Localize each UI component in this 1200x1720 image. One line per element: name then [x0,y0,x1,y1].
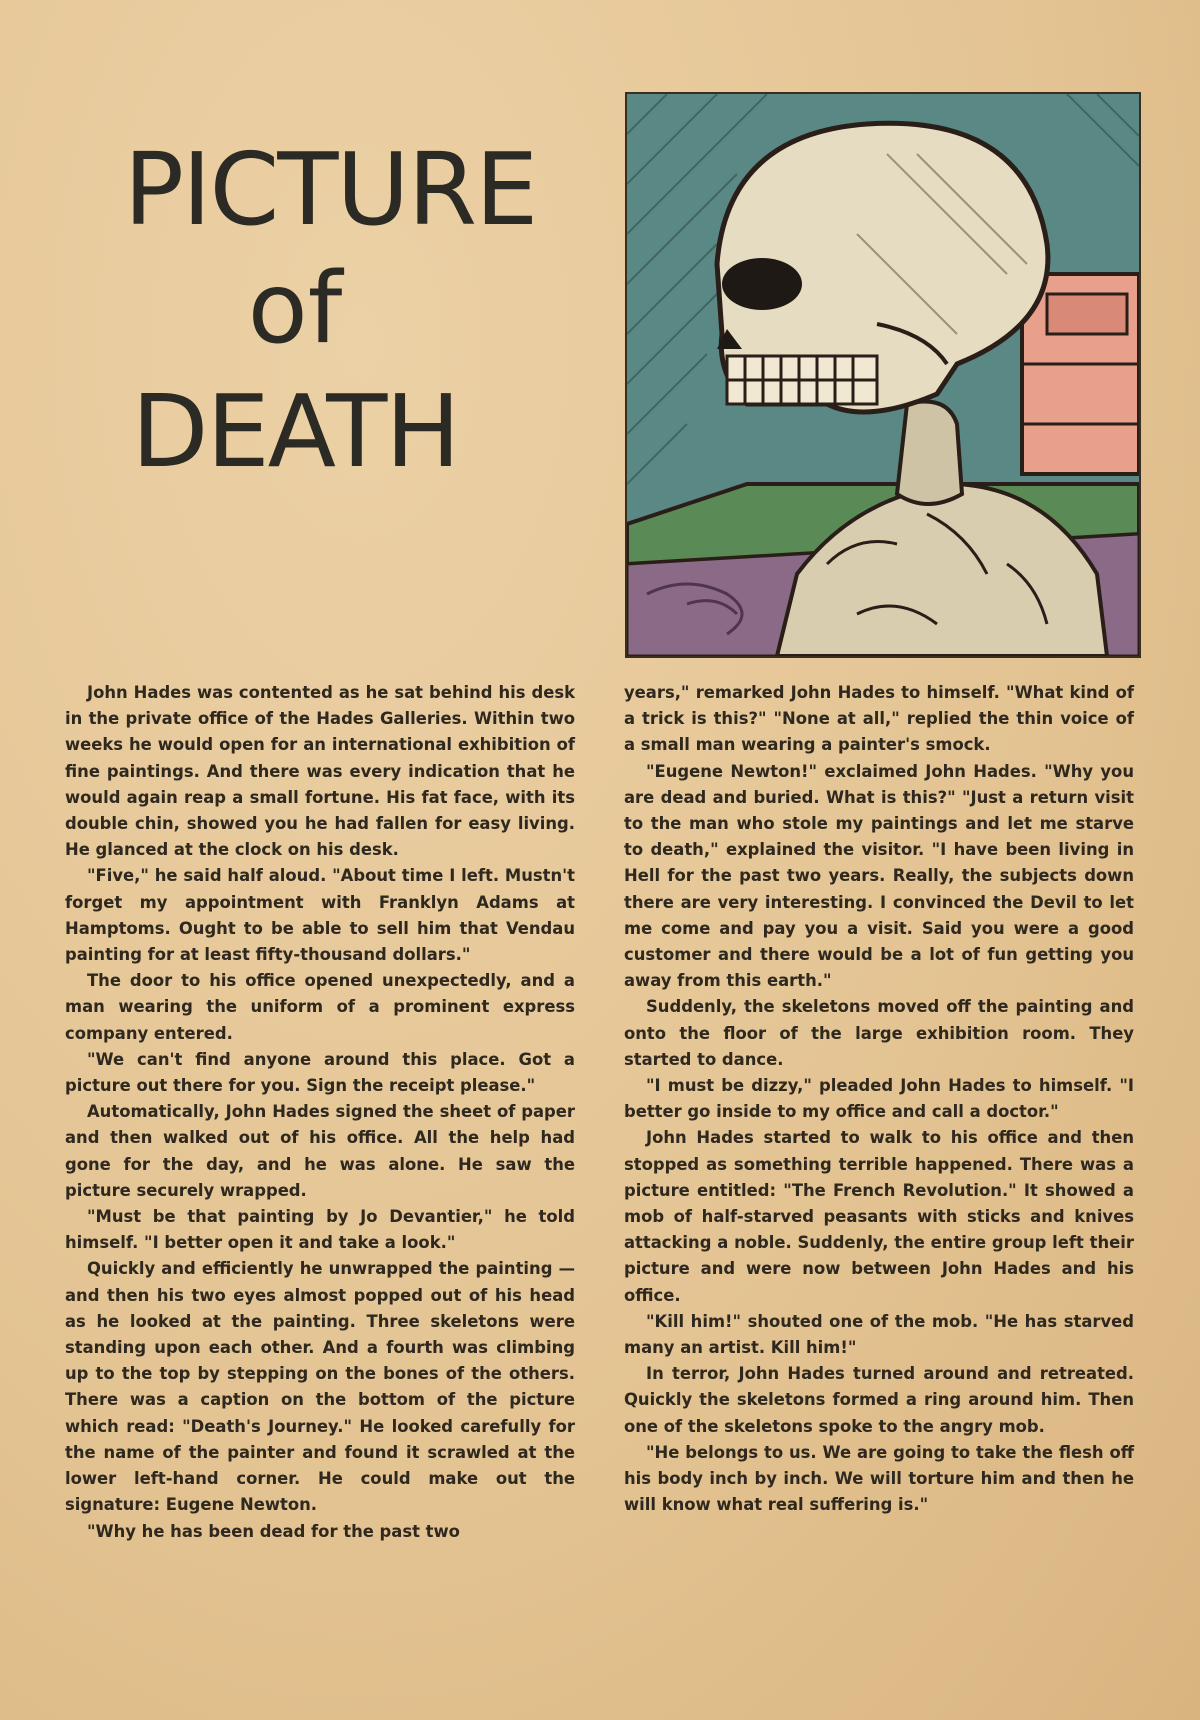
paragraph: "I must be dizzy," pleaded John Hades to himself. "I better go inside to my office and call a doctor." [624,1076,1134,1122]
story-title [110,131,550,490]
paragraph: "We can't find anyone around this place. Got a picture out there for you. Sign the receipt please." [65,1049,575,1096]
paragraph: years," remarked John Hades to himself. "What kind of a trick is this?" "None at all," replied the thin voice of a small man wearing a painter's smock. [624,683,1134,755]
paragraph: John Hades started to walk to his office and then stopped as something terrible happened. There was a picture entitled: "The French Revolution." It showed a mob of half-starved peasants with sticks and knives attacking a noble. Suddenly, the entire group left their picture and were now between John Hades and his office. [624,1128,1134,1305]
paragraph: Automatically, John Hades signed the sheet of paper and then walked out of his office. All the help had gone for the day, and he was alone. He saw the picture securely wrapped. [65,1102,575,1200]
paragraph: "Must be that painting by Jo Devantier," he told himself. "I better open it and take a look." [65,1207,575,1253]
skull-illustration [625,92,1141,658]
paragraph: "Five," he said half aloud. "About time I left. Mustn't forget my appointment with Franklyn Adams at Hamptoms. Ought to be able to sell him that Vendau painting for at least fifty-thousand dollars." [65,866,575,965]
left-text-column [65,680,575,1545]
paragraph: "Eugene Newton!" exclaimed John Hades. "Why you are dead and buried. What is this?" "Just a return visit to the man who stole my paintings and let me starve to death," explained the visitor. "I have been living in Hell for the past two years. Really, the subjects down there are very interesting. I convinced the Devil to let me come and pay you a visit. Said you were a good customer and there would be a lot of fun getting you away from this earth." [624,761,1134,991]
paragraph: John Hades was contented as he sat behind his desk in the private office of the Hades Galleries. Within two weeks he would open for an international exhibition of fine paintings. And there was every indication that he would again reap a small fortune. His fat face, with its double chin, showed you he had fallen for easy living. He glanced at the clock on his desk. [65,683,575,860]
paragraph: "Kill him!" shouted one of the mob. "He has starved many an artist. Kill him!" [624,1311,1134,1358]
title-line-of: of [247,252,343,366]
paragraph: Suddenly, the skeletons moved off the painting and onto the floor of the large exhibition room. They started to dance. [624,997,1134,1069]
title-line-picture: PICTURE [123,131,537,248]
right-text-column [624,680,1134,1519]
title-line-death: DEATH [131,373,459,490]
paragraph: Quickly and efficiently he unwrapped the painting — and then his two eyes almost popped out of his head as he looked at the painting. Three skeletons were standing upon each other. And a fourth was climbing up to the top by stepping on the bones of the others. There was a caption on the bottom of the picture which read: "Death's Journey." He looked carefully for the name of the painter and found it scrawled at the lower left-hand corner. He could make out the signature: Eugene Newton. [65,1259,575,1515]
paragraph: The door to his office opened unexpectedly, and a man wearing the uniform of a prominent express company entered. [65,971,575,1043]
paragraph: "He belongs to us. We are going to take the flesh off his body inch by inch. We will torture him and then he will know what real suffering is." [624,1442,1134,1515]
paragraph: In terror, John Hades turned around and retreated. Quickly the skeletons formed a ring around him. Then one of the skeletons spoke to the angry mob. [624,1364,1134,1436]
paragraph: "Why he has been dead for the past two [87,1521,460,1541]
